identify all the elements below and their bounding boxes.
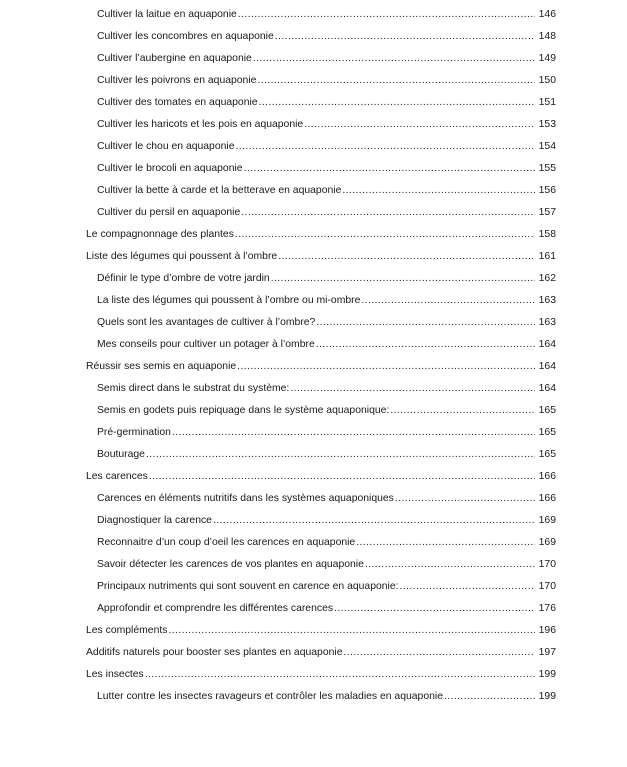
toc-dot-leader bbox=[146, 444, 535, 466]
toc-dot-leader bbox=[259, 92, 535, 114]
toc-dot-leader bbox=[149, 466, 535, 488]
toc-entry[interactable] bbox=[0, 4, 627, 26]
toc-entry-title: Définir le type d’ombre de votre jardin bbox=[97, 273, 270, 284]
toc-dot-leader bbox=[145, 664, 535, 686]
toc-dot-leader bbox=[334, 598, 535, 620]
toc-entry-title: Cultiver du persil en aquaponie bbox=[97, 207, 241, 218]
toc-entry[interactable] bbox=[0, 202, 627, 224]
toc-dot-leader bbox=[257, 70, 535, 92]
toc-page-number: 199 bbox=[538, 691, 556, 702]
toc-dot-leader bbox=[235, 136, 535, 158]
toc-entry-title: Cultiver la laitue en aquaponie bbox=[97, 9, 237, 20]
toc-dot-leader bbox=[361, 290, 535, 312]
toc-dot-leader bbox=[278, 246, 535, 268]
toc-entry-title: Cultiver les concombres en aquaponie bbox=[97, 31, 274, 42]
toc-page-number: 161 bbox=[538, 251, 556, 262]
toc-page-number: 163 bbox=[538, 295, 556, 306]
toc-entry[interactable] bbox=[0, 26, 627, 48]
toc-page-number: 157 bbox=[538, 207, 556, 218]
toc-entry[interactable] bbox=[0, 664, 627, 686]
toc-dot-leader bbox=[172, 422, 535, 444]
toc-entry[interactable] bbox=[0, 246, 627, 268]
toc-entry-title: Cultiver des tomates en aquaponie bbox=[97, 97, 258, 108]
table-of-contents bbox=[0, 4, 627, 708]
toc-page-number: 148 bbox=[538, 31, 556, 42]
toc-page-number: 149 bbox=[538, 53, 556, 64]
toc-dot-leader bbox=[271, 268, 535, 290]
toc-page-number: 164 bbox=[538, 361, 556, 372]
toc-entry-title: Quels sont les avantages de cultiver à l’ombre? bbox=[97, 317, 316, 328]
toc-page-number: 176 bbox=[538, 603, 556, 614]
toc-page-number: 151 bbox=[538, 97, 556, 108]
toc-page-number: 153 bbox=[538, 119, 556, 130]
toc-dot-leader bbox=[390, 400, 535, 422]
toc-page-number: 199 bbox=[538, 669, 556, 680]
toc-entry-title: Réussir ses semis en aquaponie bbox=[86, 361, 237, 372]
toc-entry[interactable] bbox=[0, 114, 627, 136]
toc-dot-leader bbox=[238, 4, 535, 26]
toc-entry[interactable] bbox=[0, 466, 627, 488]
toc-page-number: 164 bbox=[538, 383, 556, 394]
toc-entry-title: Les carences bbox=[86, 471, 148, 482]
toc-page-number: 197 bbox=[538, 647, 556, 658]
toc-page-number: 170 bbox=[538, 581, 556, 592]
toc-dot-leader bbox=[213, 510, 535, 532]
toc-entry-title: Les insectes bbox=[86, 669, 144, 680]
toc-entry[interactable] bbox=[0, 356, 627, 378]
toc-entry-title: Savoir détecter les carences de vos plantes en aquaponie bbox=[97, 559, 364, 570]
toc-dot-leader bbox=[444, 686, 535, 708]
toc-entry-title: Diagnostiquer la carence bbox=[97, 515, 212, 526]
toc-entry-title: Le compagnonnage des plantes bbox=[86, 229, 234, 240]
toc-entry[interactable] bbox=[0, 158, 627, 180]
toc-entry[interactable] bbox=[0, 510, 627, 532]
toc-page-number: 166 bbox=[538, 493, 556, 504]
toc-entry-title: Principaux nutriments qui sont souvent en carence en aquaponie: bbox=[97, 581, 399, 592]
toc-page-number: 169 bbox=[538, 515, 556, 526]
toc-dot-leader bbox=[241, 202, 535, 224]
toc-entry[interactable] bbox=[0, 290, 627, 312]
toc-entry[interactable] bbox=[0, 686, 627, 708]
toc-entry[interactable] bbox=[0, 92, 627, 114]
toc-dot-leader bbox=[365, 554, 535, 576]
toc-entry[interactable] bbox=[0, 334, 627, 356]
toc-entry[interactable] bbox=[0, 312, 627, 334]
toc-entry-title: Approfondir et comprendre les différentes carences bbox=[97, 603, 334, 614]
toc-entry-title: Cultiver les poivrons en aquaponie bbox=[97, 75, 257, 86]
toc-entry[interactable] bbox=[0, 422, 627, 444]
toc-entry-title: Cultiver les haricots et les pois en aquaponie bbox=[97, 119, 304, 130]
toc-dot-leader bbox=[356, 532, 535, 554]
toc-entry[interactable] bbox=[0, 554, 627, 576]
toc-entry[interactable] bbox=[0, 224, 627, 246]
toc-entry[interactable] bbox=[0, 48, 627, 70]
toc-page-number: 162 bbox=[538, 273, 556, 284]
toc-entry-title: Cultiver le brocoli en aquaponie bbox=[97, 163, 243, 174]
toc-entry-title: Cultiver l’aubergine en aquaponie bbox=[97, 53, 252, 64]
toc-page-number: 158 bbox=[538, 229, 556, 240]
toc-dot-leader bbox=[253, 48, 535, 70]
toc-page-number: 166 bbox=[538, 471, 556, 482]
toc-entry[interactable] bbox=[0, 532, 627, 554]
toc-entry-title: Additifs naturels pour booster ses plantes en aquaponie bbox=[86, 647, 343, 658]
toc-dot-leader bbox=[168, 620, 535, 642]
toc-entry[interactable] bbox=[0, 576, 627, 598]
toc-page-number: 165 bbox=[538, 427, 556, 438]
toc-page-number: 165 bbox=[538, 449, 556, 460]
toc-entry[interactable] bbox=[0, 400, 627, 422]
toc-page-number: 163 bbox=[538, 317, 556, 328]
toc-entry[interactable] bbox=[0, 180, 627, 202]
toc-dot-leader bbox=[395, 488, 535, 510]
toc-page-number: 196 bbox=[538, 625, 556, 636]
toc-page-number: 150 bbox=[538, 75, 556, 86]
toc-entry[interactable] bbox=[0, 136, 627, 158]
toc-dot-leader bbox=[400, 576, 535, 598]
toc-entry-title: Cultiver la bette à carde et la betterave en aquaponie bbox=[97, 185, 342, 196]
toc-entry-title: Semis direct dans le substrat du système: bbox=[97, 383, 290, 394]
toc-entry-title: La liste des légumes qui poussent à l’ombre ou mi-ombre bbox=[97, 295, 361, 306]
toc-entry[interactable] bbox=[0, 70, 627, 92]
toc-page-number: 170 bbox=[538, 559, 556, 570]
toc-entry-title: Carences en éléments nutritifs dans les systèmes aquaponiques bbox=[97, 493, 394, 504]
toc-entry-title: Bouturage bbox=[97, 449, 145, 460]
toc-entry[interactable] bbox=[0, 488, 627, 510]
toc-entry[interactable] bbox=[0, 268, 627, 290]
toc-entry-title: Cultiver le chou en aquaponie bbox=[97, 141, 235, 152]
toc-entry-title: Pré-germination bbox=[97, 427, 171, 438]
toc-entry-title: Semis en godets puis repiquage dans le système aquaponique: bbox=[97, 405, 390, 416]
toc-dot-leader bbox=[304, 114, 535, 136]
toc-dot-leader bbox=[290, 378, 535, 400]
toc-dot-leader bbox=[316, 334, 535, 356]
toc-entry-title: Reconnaitre d’un coup d’oeil les carences en aquaponie bbox=[97, 537, 356, 548]
toc-entry[interactable] bbox=[0, 378, 627, 400]
toc-dot-leader bbox=[244, 158, 535, 180]
toc-page-number: 165 bbox=[538, 405, 556, 416]
toc-page-number: 169 bbox=[538, 537, 556, 548]
toc-page-number: 164 bbox=[538, 339, 556, 350]
toc-entry-title: Mes conseils pour cultiver un potager à l’ombre bbox=[97, 339, 315, 350]
toc-dot-leader bbox=[237, 356, 535, 378]
toc-page-number: 155 bbox=[538, 163, 556, 174]
toc-entry[interactable] bbox=[0, 444, 627, 466]
toc-dot-leader bbox=[342, 180, 535, 202]
toc-page-number: 146 bbox=[538, 9, 556, 20]
toc-entry[interactable] bbox=[0, 620, 627, 642]
toc-page-number: 154 bbox=[538, 141, 556, 152]
toc-dot-leader bbox=[235, 224, 535, 246]
toc-entry[interactable] bbox=[0, 642, 627, 664]
toc-entry-title: Liste des légumes qui poussent à l’ombre bbox=[86, 251, 278, 262]
toc-entry-title: Lutter contre les insectes ravageurs et contrôler les maladies en aquaponie bbox=[97, 691, 443, 702]
toc-dot-leader bbox=[275, 26, 535, 48]
toc-page-number: 156 bbox=[538, 185, 556, 196]
toc-entry-title: Les compléments bbox=[86, 625, 168, 636]
toc-dot-leader bbox=[343, 642, 535, 664]
toc-dot-leader bbox=[316, 312, 535, 334]
toc-entry[interactable] bbox=[0, 598, 627, 620]
